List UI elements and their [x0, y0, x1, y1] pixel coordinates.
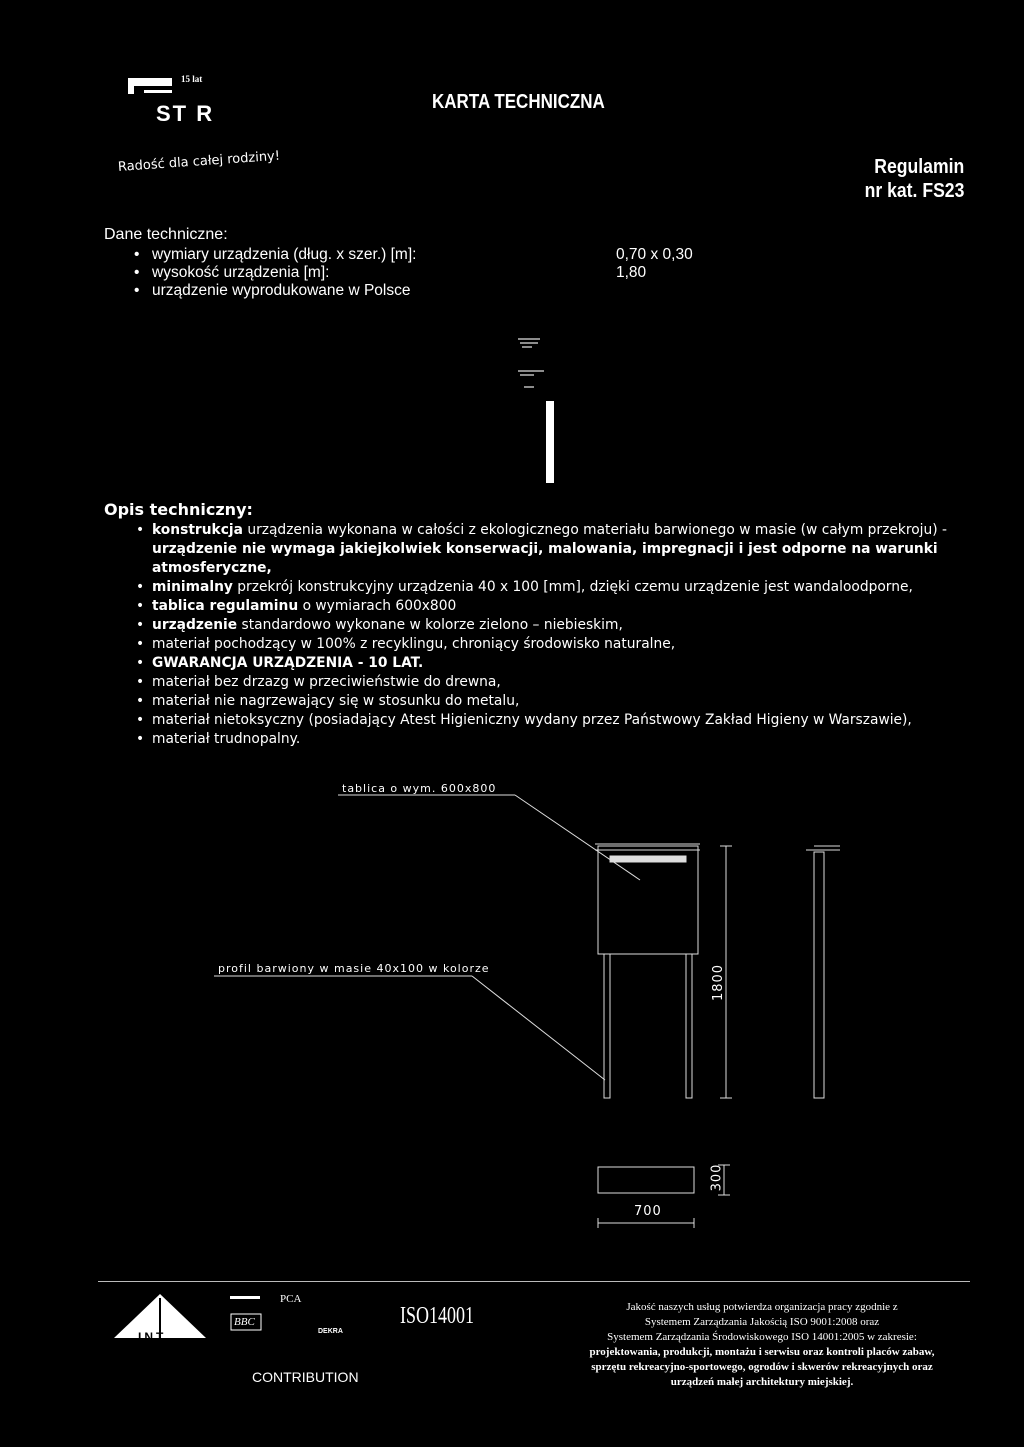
- item-bold: GWARANCJA URZĄDZENIA - 10 LAT.: [152, 655, 424, 671]
- product-photo: [500, 325, 570, 485]
- item-text: urządzenia wykonana w całości z ekologicznego materiału barwionego w masie (w całym przekroju) -: [242, 522, 947, 538]
- tech-data-heading: Dane techniczne:: [104, 226, 228, 243]
- technical-drawing: [200, 780, 860, 1250]
- item-text: o wymiarach 600x800: [298, 598, 457, 614]
- list-item: [112, 673, 972, 692]
- list-item: [112, 635, 972, 654]
- item-bold: urządzenie: [152, 617, 238, 633]
- logo-years: 15 lat: [181, 74, 203, 84]
- spec-label: urządzenie wyprodukowane w Polsce: [152, 282, 411, 299]
- profile-callout-label: profil barwiony w masie 40x100 w kolorze: [218, 962, 490, 975]
- item-text: standardowo wykonane w kolorze zielono – niebieskim,: [237, 617, 623, 633]
- description-heading: Opis techniczny:: [104, 500, 253, 519]
- quality-line: Systemem Zarządzania Jakością ISO 9001:2008 oraz: [644, 1316, 880, 1328]
- board-callout-label: tablica o wym. 600x800: [342, 782, 497, 795]
- item-text: materiał nie nagrzewający się w stosunku do metalu,: [152, 693, 520, 709]
- list-item: [104, 264, 704, 282]
- list-item: [112, 597, 972, 616]
- slogan: Radość dla całej rodziny!: [117, 148, 281, 175]
- logo-word: ST R: [156, 101, 215, 126]
- drawing-svg: [200, 780, 860, 1250]
- list-item: [112, 711, 972, 730]
- quality-statement: [552, 1300, 972, 1390]
- item-text: materiał bez drzazg w przeciwieństwie do drewna,: [152, 674, 501, 690]
- list-item: [104, 246, 704, 264]
- quality-line: Jakość naszych usług potwierdza organizacja pracy zgodnie z: [626, 1301, 898, 1313]
- list-item: [112, 730, 972, 749]
- iso-logo-text: ISO14001: [400, 1303, 475, 1329]
- list-item: [112, 521, 972, 578]
- list-item: [112, 654, 972, 673]
- quality-line: sprzętu rekreacyjno-sportowego, ogrodów i skwerów rekreacyjnych oraz: [591, 1361, 933, 1373]
- spec-value: 1,80: [616, 264, 647, 281]
- dekra-logo-text: DEKRA: [318, 1328, 343, 1335]
- list-item: [112, 616, 972, 635]
- item-text: materiał pochodzący w 100% z recyklingu, chroniący środowisko naturalne,: [152, 636, 676, 652]
- item-bold: konstrukcja: [152, 522, 243, 538]
- depth-dimension: 300: [709, 1163, 725, 1192]
- bbc-logo-text: BBC: [234, 1316, 255, 1328]
- quality-line: projektowania, produkcji, montażu i serwisu oraz kontroli placów zabaw,: [589, 1346, 935, 1358]
- int-logo-text: INT: [138, 1330, 167, 1344]
- list-item: [104, 282, 704, 300]
- tech-data-list: [104, 246, 704, 300]
- item-text: materiał nietoksyczny (posiadający Atest Higieniczny wydany przez Państwowy Zakład Higieny w Warszawie),: [152, 712, 912, 728]
- footer-divider: [98, 1281, 970, 1282]
- document-type: Regulamin: [874, 156, 964, 178]
- list-item: [112, 578, 972, 597]
- width-dimension: 700: [634, 1204, 662, 1219]
- description-list: [112, 521, 972, 749]
- quality-line: Systemem Zarządzania Środowiskowego ISO 14001:2005 w zakresie:: [607, 1331, 917, 1343]
- item-bold-tail: urządzenie nie wymaga jakiejkolwiek konserwacji, malowania, impregnacji i jest odporne na warunki atmosferyczne,: [152, 541, 938, 576]
- height-dimension: 1800: [711, 963, 727, 1002]
- pca-logo-text: PCA: [280, 1293, 302, 1305]
- quality-line: urządzeń małej architektury miejskiej.: [670, 1376, 854, 1388]
- spec-label: wymiary urządzenia (dług. x szer.) [m]:: [152, 246, 417, 263]
- contribution-text: CONTRIBUTION: [252, 1369, 359, 1385]
- item-text: przekrój konstrukcyjny urządzenia 40 x 100 [mm], dzięki czemu urządzenie jest wandaloodporne,: [232, 579, 913, 595]
- page-title: KARTA TECHNICZNA: [432, 91, 605, 113]
- spec-value: 0,70 x 0,30: [616, 246, 693, 263]
- spec-label: wysokość urządzenia [m]:: [152, 264, 330, 281]
- item-text: materiał trudnopalny.: [152, 731, 301, 747]
- item-bold: tablica regulaminu: [152, 598, 299, 614]
- list-item: [112, 692, 972, 711]
- item-bold: minimalny: [152, 579, 233, 595]
- catalog-number: nr kat. FS23: [864, 180, 964, 202]
